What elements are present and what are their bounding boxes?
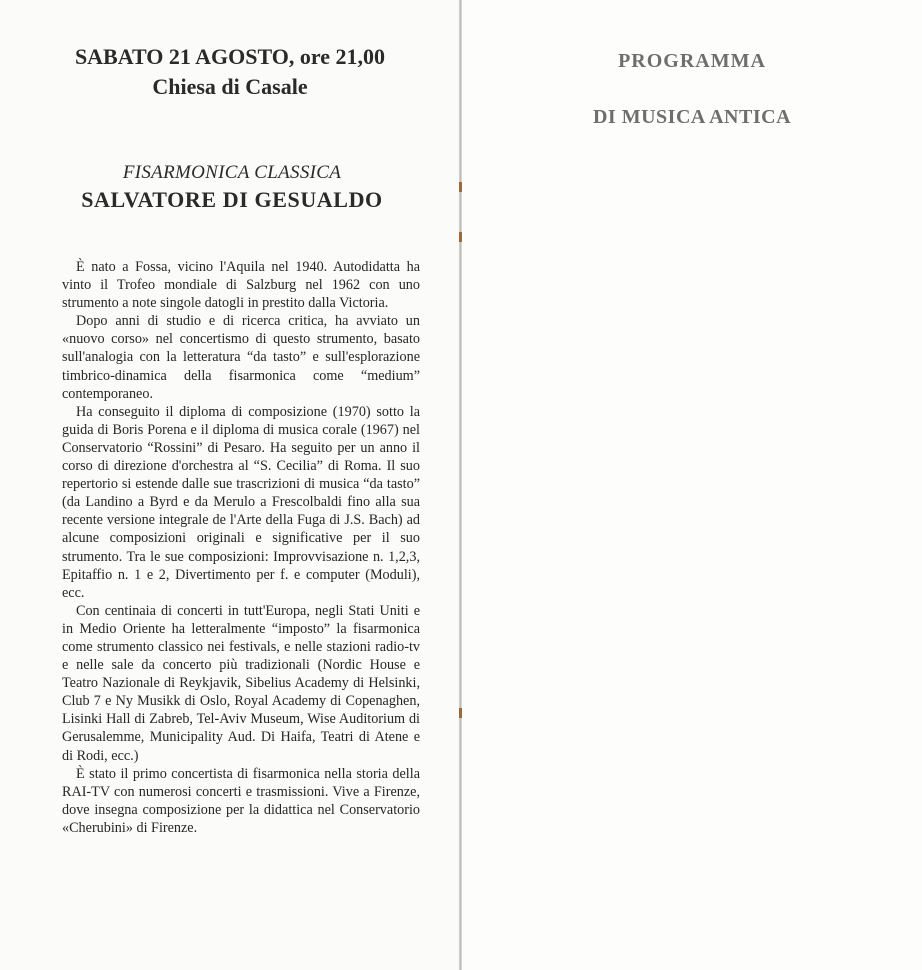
instrument-title: FISARMONICA CLASSICA — [122, 162, 342, 183]
bio-paragraph-4: Con centinaia di concerti in tutt'Europa, negli Stati Uniti e in Medio Oriente ha letteralmente “imposto” la fisarmonica come strumento classico nei festivals, e nelle stazioni radio-tv e nelle sale da concerto più tradizionali (Nordic House e Teatro Nazionale di Reykjavik, Sibelius Academy di Helsinki, Club 7 e Ny Musikk di Oslo, Royal Academy di Copenaghen, Lisinki Hall di Zabreb, Tel-Aviv Museum, Wise Auditorium di Gerusalemme, Municipality Aud. Di Haifa, Teatri di Atene e di Rodi, ecc.) — [62, 602, 420, 764]
program-title: PROGRAMMA — [618, 50, 766, 72]
right-page — [462, 0, 922, 970]
bio-paragraph-2: Dopo anni di studio e di ricerca critica, ha avviato un «nuovo corso» nel concertismo di questo strumento, basato sull'analogia con la letteratura “da tasto” e sull'esplorazione timbrico-dinamica della fisarmonica come “medium” contemporaneo. — [62, 313, 420, 402]
bio-paragraph-5: È stato il primo concertista di fisarmonica nella storia della RAI-TV con numerosi concerti e trasmissioni. Vive a Firenze, dove insegna composizione per la didattica nel Conservatorio «Cherubini» di Firenze. — [62, 765, 420, 836]
left-page — [0, 0, 460, 970]
event-venue: Chiesa di Casale — [152, 74, 308, 99]
bio-paragraph-1: È nato a Fossa, vicino l'Aquila nel 1940. Autodidatta ha vinto il Trofeo mondiale di Salzburg nel 1962 con uno strumento a note singole datogli in prestito dalla Victoria. — [62, 259, 420, 312]
performer-name: SALVATORE DI GESUALDO — [81, 187, 383, 212]
biography — [62, 258, 420, 837]
program-subtitle: DI MUSICA ANTICA — [592, 106, 792, 128]
bio-paragraph-3: Ha conseguito il diploma di composizione (1970) sotto la guida di Boris Porena e il diploma di musica corale (1967) nel Conservatorio “Rossini” di Pesaro. Ha seguito per un anno il corso di direzione d'orchestra al “S. Cecilia” di Roma. Il suo repertorio si estende dalle sue trascrizioni di musica “da tasto” (da Landino a Byrd e da Merulo a Frescolbaldi fino alla sua recente versione integrale de l'Arte della Fuga di J.S. Bach) ad alcune composizioni originali e significative per il suo strumento. Tra le sue composizioni: Improvvisazione n. 1,2,3, Epitaffio n. 1 e 2, Divertimento per f. e computer (Moduli), ecc. — [62, 403, 420, 601]
event-date: SABATO 21 AGOSTO, ore 21,00 — [74, 44, 386, 69]
